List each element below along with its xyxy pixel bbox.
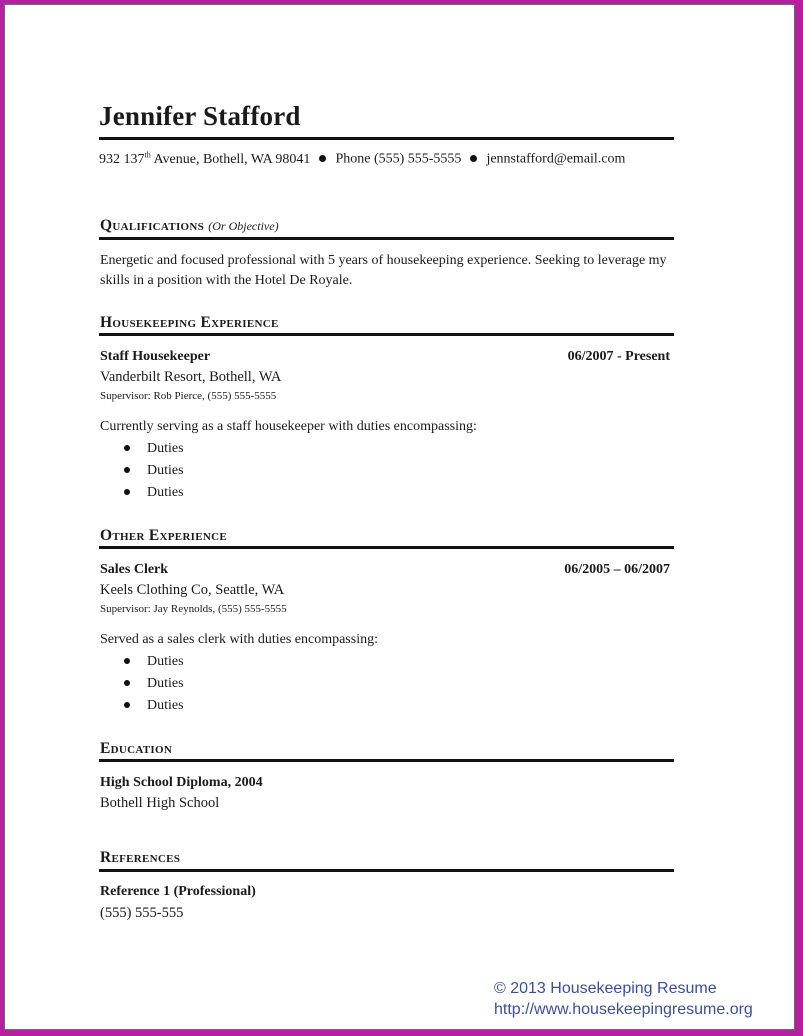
job-title: Staff Housekeeper	[100, 349, 211, 364]
section-rule	[99, 869, 674, 872]
qualifications-text: Energetic and focused professional with 5 years of housekeeping experience. Seeking to leverage my skills in a position with the Hotel De Royale.	[100, 253, 667, 288]
job-dates: 06/2007 - Present	[567, 349, 670, 364]
job-organization: Vanderbilt Resort, Bothell, WA	[100, 369, 282, 385]
footer-url[interactable]: http://www.housekeepingresume.org	[494, 1001, 753, 1018]
job-organization: Keels Clothing Co, Seattle, WA	[100, 582, 285, 598]
header-rule	[99, 137, 674, 140]
housekeeping-heading: Housekeeping Experience	[100, 314, 279, 331]
bullet-icon	[124, 467, 130, 473]
bullet-icon	[124, 445, 130, 451]
other-experience-heading: Other Experience	[100, 527, 228, 544]
duties-intro: Currently serving as a staff housekeeper with duties encompassing:	[100, 419, 477, 434]
list-item: Duties	[124, 485, 184, 501]
bullet-icon	[124, 489, 130, 495]
contact-line	[99, 150, 625, 168]
section-rule	[99, 333, 674, 336]
resume-page	[4, 4, 795, 1030]
list-item: Duties	[124, 698, 184, 714]
school: Bothell High School	[100, 795, 220, 811]
bullet-icon	[124, 702, 130, 708]
reference-phone: (555) 555-555	[100, 905, 184, 921]
list-item: Duties	[124, 654, 184, 670]
list-item: Duties	[124, 676, 184, 692]
duties-intro: Served as a sales clerk with duties encompassing:	[100, 632, 378, 647]
separator-dot	[319, 155, 326, 162]
education-heading: Education	[100, 740, 173, 757]
job-supervisor: Supervisor: Jay Reynolds, (555) 555-5555	[100, 603, 287, 615]
list-item: Duties	[124, 463, 184, 479]
job-title: Sales Clerk	[100, 562, 169, 577]
section-rule	[99, 759, 674, 762]
separator-dot	[470, 155, 477, 162]
phone: Phone (555) 555-5555	[335, 151, 462, 167]
bullet-icon	[124, 658, 130, 664]
address: 932 137th Avenue, Bothell, WA 98041	[99, 150, 311, 167]
email: jennstafford@email.com	[486, 151, 626, 167]
job-supervisor: Supervisor: Rob Pierce, (555) 555-5555	[100, 390, 277, 402]
qualifications-heading: Qualifications (Or Objective)	[100, 217, 279, 234]
bullet-icon	[124, 680, 130, 686]
list-item: Duties	[124, 441, 184, 457]
footer-copyright: © 2013 Housekeeping Resume	[494, 980, 717, 997]
job-dates: 06/2005 – 06/2007	[564, 562, 670, 577]
reference-title: Reference 1 (Professional)	[100, 884, 256, 899]
degree: High School Diploma, 2004	[100, 775, 263, 790]
resume-name: Jennifer Stafford	[99, 101, 301, 131]
section-rule	[99, 546, 674, 549]
references-heading: References	[100, 849, 181, 866]
section-rule	[99, 237, 674, 240]
